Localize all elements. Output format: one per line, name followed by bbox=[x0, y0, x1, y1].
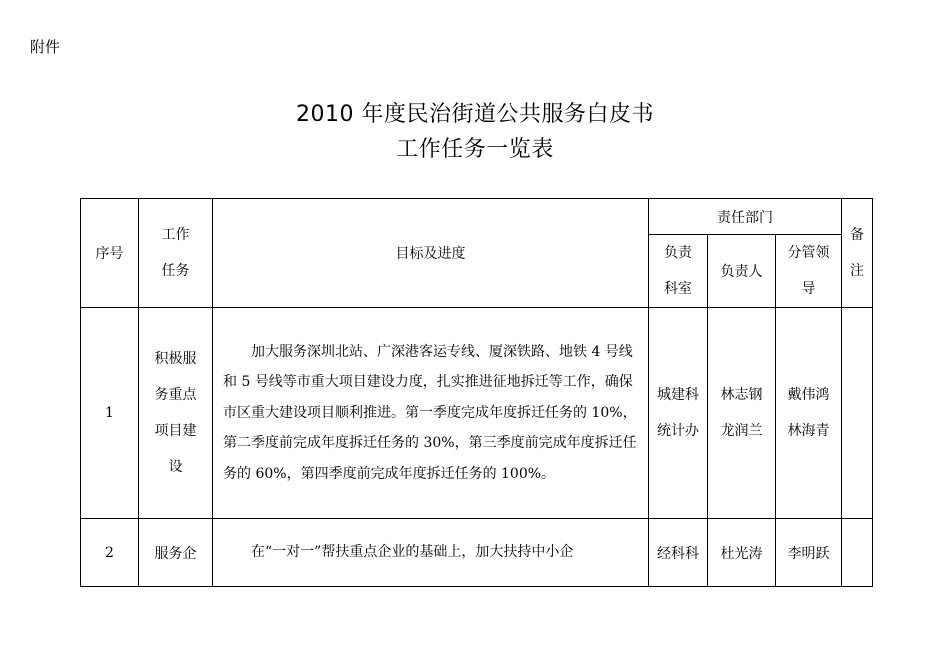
table-row bbox=[81, 308, 873, 519]
header-note-line1: 备 bbox=[850, 227, 864, 243]
table-row bbox=[81, 519, 873, 587]
header-office-line1: 负责 bbox=[664, 245, 692, 261]
row-leader: 李明跃 bbox=[776, 519, 842, 587]
row-goal: 在“一对一”帮扶重点企业的基础上，加大扶持中小企 bbox=[213, 519, 649, 587]
row-leader-line: 林海青 bbox=[787, 423, 830, 439]
header-note bbox=[842, 199, 873, 308]
row-leader-line: 戴伟鸿 bbox=[787, 387, 830, 403]
row-person: 杜光涛 bbox=[708, 519, 776, 587]
row-task bbox=[139, 308, 213, 519]
row-office-line: 城建科 bbox=[657, 387, 699, 403]
header-dept-group: 责任部门 bbox=[649, 199, 842, 235]
row-task-line: 项目建 bbox=[154, 423, 197, 439]
header-leader-line2: 导 bbox=[801, 281, 816, 297]
row-task-line: 设 bbox=[168, 459, 183, 475]
header-note-line2: 注 bbox=[850, 263, 864, 279]
header-task bbox=[139, 199, 213, 308]
row-office bbox=[649, 308, 708, 519]
header-task-line2: 任务 bbox=[161, 263, 190, 279]
header-leader bbox=[776, 235, 842, 308]
row-task-line: 积极服 bbox=[154, 351, 197, 367]
row-goal: 加大服务深圳北站、广深港客运专线、厦深铁路、地铁 4 号线和 5 号线等市重大项目建设力度，扎实推进征地拆迁等工作，确保市区重大建设项目顺利推进。第一季度完成年度拆迁任务的 10%，第二季度前完成年度拆迁任务的 30%，第三季度前完成年度拆迁任务的 60%，第四季度前完成年度拆迁任务的 100%。 bbox=[213, 308, 649, 519]
attachment-label: 附件 bbox=[30, 38, 61, 56]
row-leader bbox=[776, 308, 842, 519]
document-title: 2010 年度民治街道公共服务白皮书 bbox=[296, 102, 654, 127]
row-index: 1 bbox=[81, 308, 139, 519]
row-office-line: 统计办 bbox=[657, 423, 699, 439]
row-note bbox=[842, 519, 873, 587]
row-person-line: 林志钢 bbox=[720, 387, 763, 403]
header-office-line2: 科室 bbox=[664, 281, 692, 297]
row-person-line: 龙润兰 bbox=[720, 423, 763, 439]
task-table bbox=[80, 198, 873, 587]
row-index: 2 bbox=[81, 519, 139, 587]
header-leader-line1: 分管领 bbox=[787, 245, 830, 261]
row-person bbox=[708, 308, 776, 519]
row-note bbox=[842, 308, 873, 519]
header-task-line1: 工作 bbox=[161, 227, 190, 243]
row-office: 经科科 bbox=[649, 519, 708, 587]
header-office bbox=[649, 235, 708, 308]
header-goal: 目标及进度 bbox=[213, 199, 649, 308]
row-task: 服务企 bbox=[139, 519, 213, 587]
header-person: 负责人 bbox=[708, 235, 776, 308]
document-subtitle: 工作任务一览表 bbox=[396, 137, 554, 162]
row-task-line: 务重点 bbox=[154, 387, 197, 403]
header-index: 序号 bbox=[81, 199, 139, 308]
